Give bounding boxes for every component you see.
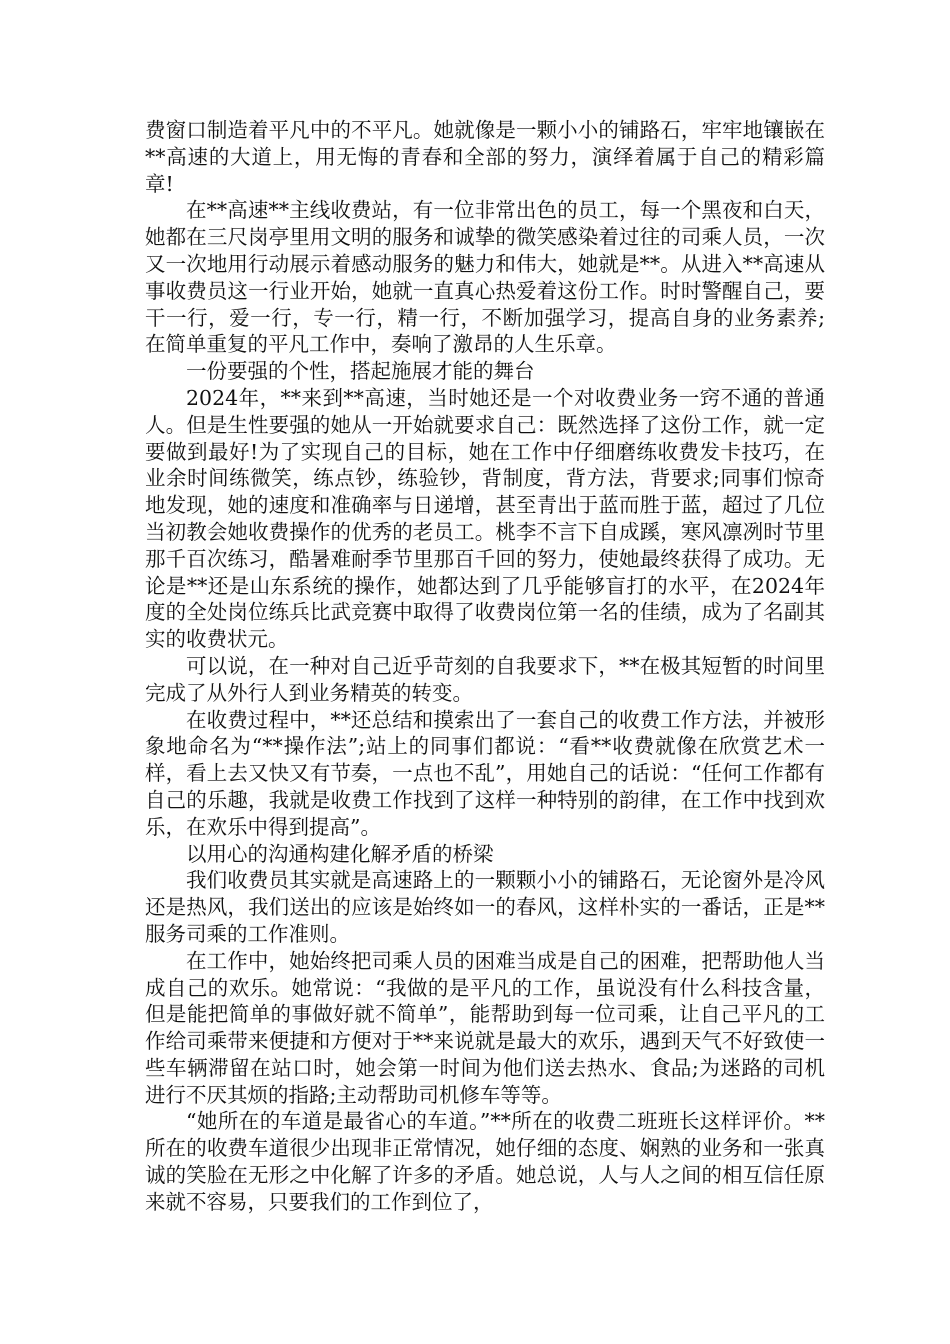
document-page: [145, 117, 825, 1216]
paragraph-operation-method: 在收费过程中，**还总结和摸索出了一套自己的收费工作方法，并被形象地命名为“**操作法”;站上的同事们都说：“看**收费就像在欣赏艺术一样，看上去又快又有节奏，一点也不乱”，用她自己的话说：“任何工作都有自己的乐趣，我就是收费工作找到了这样一种特别的韵律，在工作中找到欢乐，在欢乐中得到提高”。: [145, 707, 825, 839]
paragraph-easiest-lane: “她所在的车道是最省心的车道。”**所在的收费二班班长这样评价。**所在的收费车道很少出现非正常情况，她仔细的态度、娴熟的业务和一张真诚的笑脸在无形之中化解了许多的矛盾。她总说，人与人之间的相互信任原来就不容易，只要我们的工作到位了，: [145, 1109, 825, 1214]
section-heading-strong-personality: 一份要强的个性，搭起施展才能的舞台: [186, 359, 535, 384]
paragraph-helping-others: 在工作中，她始终把司乘人员的困难当成是自己的困难，把帮助他人当成自己的欢乐。她常说：“我做的是平凡的工作，虽说没有什么科技含量，但是能把简单的事做好就不简单”，能帮助到每一位司乘，让自己平凡的工作给司乘带来便捷和方便对于**来说就是最大的欢乐，遇到天气不好致使一些车辆滞留在站口时，她会第一时间为他们送去热水、食品;为迷路的司机进行不厌其烦的指路;主动帮助司机修车等等。: [145, 948, 825, 1107]
section-heading-communication: 以用心的沟通构建化解矛盾的桥梁: [186, 841, 494, 866]
paragraph-station-intro: 在**高速**主线收费站，有一位非常出色的员工，每一个黑夜和白天，她都在三尺岗亭里用文明的服务和诚挚的微笑感染着过往的司乘人员，一次又一次地用行动展示着感动服务的魅力和伟大，她就是**。从进入**高速从事收费员这一行业开始，她就一直真心热爱着这份工作。时时警醒自己，要干一行，爱一行，专一行，精一行，不断加强学习，提高自身的业务素养;在简单重复的平凡工作中，奏响了激昂的人生乐章。: [145, 198, 825, 357]
paragraph-continuation: 费窗口制造着平凡中的不平凡。她就像是一颗小小的铺路石，牢牢地镶嵌在**高速的大道上，用无悔的青春和全部的努力，演绎着属于自己的精彩篇章!: [145, 118, 825, 196]
paragraph-paving-stone: 我们收费员其实就是高速路上的一颗颗小小的铺路石，无论窗外是冷风还是热风，我们送出的应该是始终如一的春风，这样朴实的一番话，正是**服务司乘的工作准则。: [145, 868, 825, 946]
paragraph-2024-arrival: 2024年，**来到**高速，当时她还是一个对收费业务一窍不通的普通人。但是生性要强的她从一开始就要求自己：既然选择了这份工作，就一定要做到最好!为了实现自己的目标，她在工作中仔细磨练收费发卡技巧，在业余时间练微笑，练点钞，练验钞，背制度，背方法，背要求;同事们惊奇地发现，她的速度和准确率与日递增，甚至青出于蓝而胜于蓝，超过了几位当初教会她收费操作的优秀的老员工。桃李不言下自成蹊，寒风凛冽时节里那千百次练习，酷暑难耐季节里那百千回的努力，使她最终获得了成功。无论是**还是山东系统的操作，她都达到了几乎能够盲打的水平，在2024年度的全处岗位练兵比武竞赛中取得了收费岗位第一名的佳绩，成为了名副其实的收费状元。: [145, 385, 825, 652]
paragraph-transformation: 可以说，在一种对自己近乎苛刻的自我要求下，**在极其短暂的时间里完成了从外行人到业务精英的转变。: [145, 653, 825, 705]
